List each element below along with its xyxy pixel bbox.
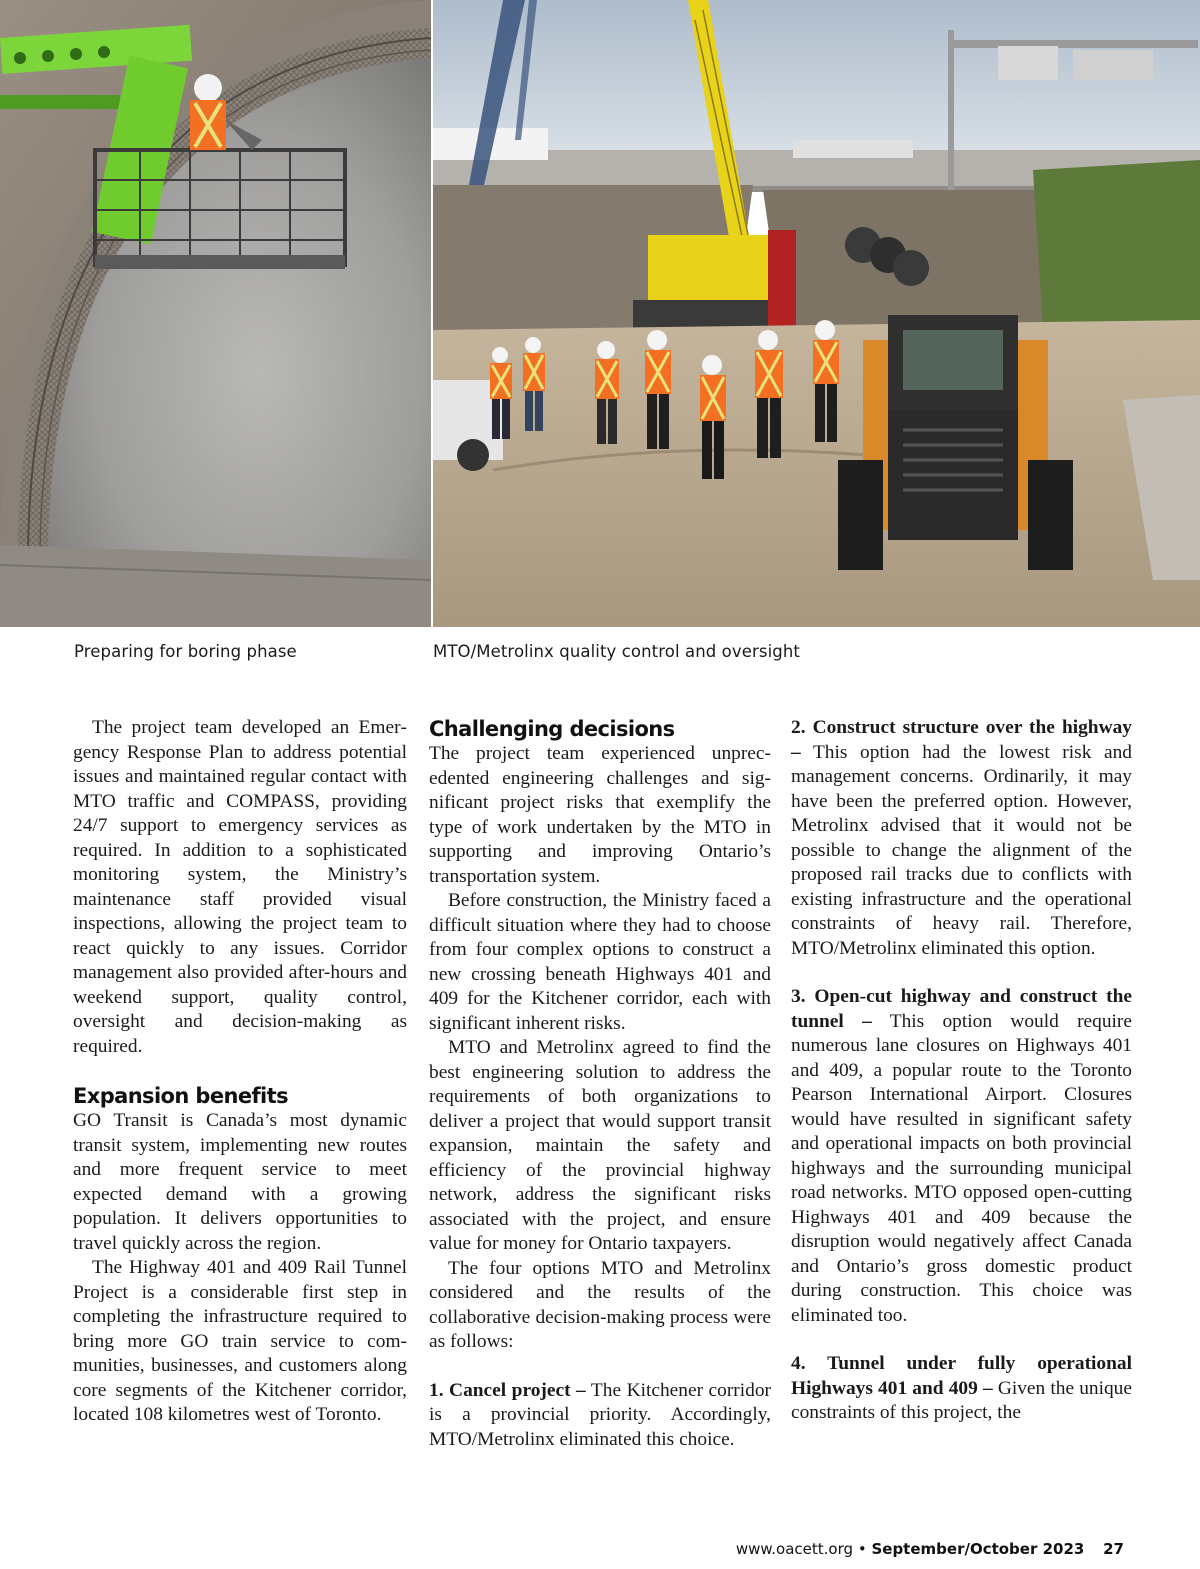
section-heading: Challenging decisions [429,717,675,741]
photo-tunnel-boring [0,0,431,627]
article-column-2 [429,716,771,1452]
body-paragraph: MTO and Metrolinx agreed to find the best engineering solution to address the requirements of both organizations to deliver a project that would support transit expansion, maintain the safety and efficiency of the provincial highway network, address the significant risks associated with the project, and ensure value for money for Ontario taxpayers. [429,1037,771,1254]
option-title: 3. Open-cut highway and construct the tunnel – [791,986,1132,1032]
article-column-3 [791,716,1132,1426]
option-title: 4. Tunnel under fully operational Highways 401 and 409 – [791,1353,1132,1399]
issue-date: September/October 2023 [871,1540,1085,1558]
website-link[interactable]: www.oacett.org [735,1540,854,1558]
body-paragraph: The project team developed an Emergency Response Plan to address potential issues and maintained regular contact with MTO traffic and COMPASS, providing 24/7 support to emergency services as required. In addition to a sophisticated monitoring system, the Ministry’s maintenance staff provided visual inspections, allowing the project team to react quickly to any issues. Corridor management also provided after-hours and weekend support, quality control, oversight and decision-making as required. [73,717,407,1057]
tunnel-boring-illustration [0,0,431,627]
body-paragraph: The project team experienced unprecedented engineering challenges and significant project risks that exemplify the type of work undertaken by the MTO in supporting and improving Ontario’s transportation system. [429,743,771,887]
site-oversight-illustration [433,0,1200,627]
body-paragraph: GO Transit is Canada’s most dynamic transit system, implementing new routes and more frequent service to meet expected demand with a growing population. It delivers opportunities to travel quickly across the region. [73,1110,407,1254]
photo-caption: MTO/Metrolinx quality control and oversight [433,642,800,661]
body-paragraph: Before construction, the Ministry faced a difficult situation where they had to choose from four complex options to construct a new crossing beneath Highways 401 and 409 for the Kitchener corridor, each with significant inherent risks. [429,890,771,1034]
option-paragraph [791,716,1132,961]
option-title: 2. Construct structure over the highway – [791,717,1132,763]
photo-caption: Preparing for boring phase [74,642,297,661]
photo-site-oversight [433,0,1200,627]
option-paragraph [791,985,1132,1328]
option-paragraph [791,1352,1132,1426]
footer-bullet: • [857,1540,867,1558]
section-heading: Expansion benefits [73,1084,288,1108]
option-text: Given the unique constraints of this project, the [791,1377,1132,1423]
page-number: 27 [1103,1540,1124,1558]
option-paragraph [429,1379,771,1453]
option-title: 1. Cancel project – [429,1379,586,1401]
body-paragraph: The Highway 401 and 409 Rail Tunnel Project is a considerable first step in completing the infrastructure required to bring more GO train service to communities, businesses, and customers along core segments of the Kitchener corridor, located 108 kilometres west of Toronto. [73,1257,407,1425]
option-text: The Kitchener corridor is a provincial priority. Accordingly, MTO/Metrolinx eliminated this choice. [429,1379,771,1450]
page-footer [736,1540,1124,1558]
option-text: This option had the lowest risk and management concerns. Ordinarily, it may have been the preferred option. However, Metrolinx advised that it would not be possible to change the alignment of the proposed rail tracks due to conflicts with existing infrastructure and the operational constraints of heavy rail. Therefore, MTO/Metrolinx eliminated this option. [791,741,1132,959]
body-paragraph: The four options MTO and Metrolinx considered and the results of the collaborative decision-making process were as follows: [429,1257,771,1352]
option-text: This option would require numerous lane closures on Highways 401 and 409, a popular route to the Toronto Pearson International Airport. Closures would have resulted in significant safety and operational impacts on both provincial highways and the surrounding municipal road networks. MTO opposed open-cutting Highways 401 and 409 because the disruption would negatively affect Canada and Ontario’s gross domestic product during construction. This choice was eliminated too. [791,1010,1132,1326]
article-column-1 [73,716,407,1428]
